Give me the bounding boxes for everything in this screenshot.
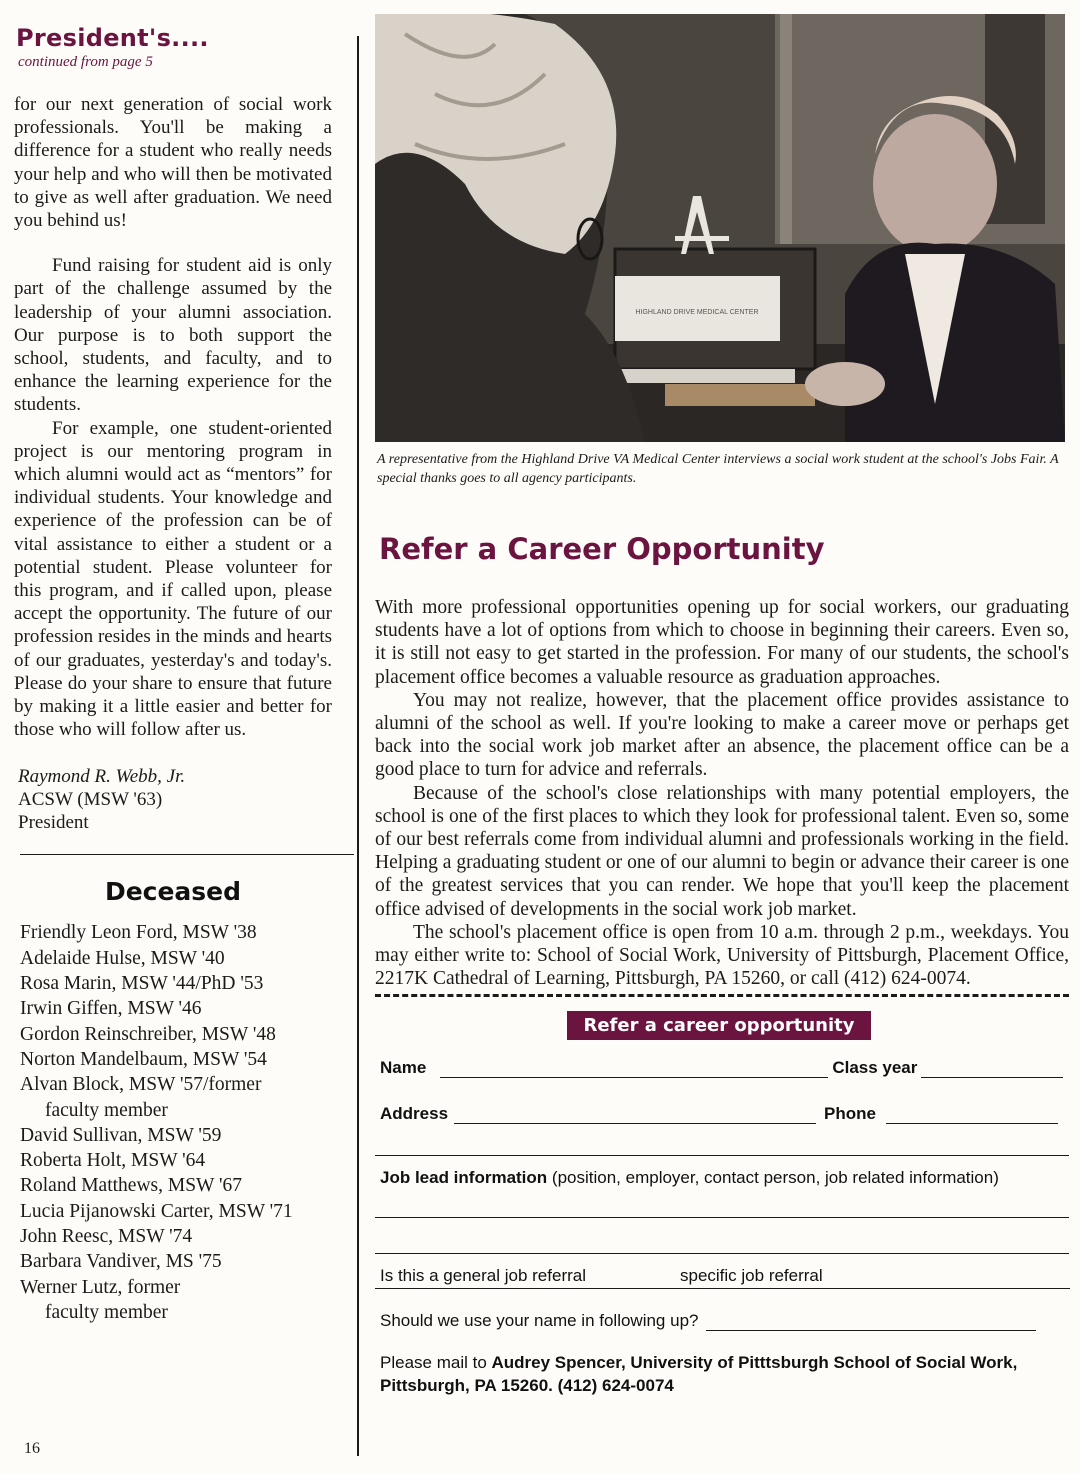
deceased-entry-name: Barbara Vandiver, MS '75 <box>20 1251 222 1273</box>
left-column <box>14 24 332 1325</box>
article-paragraph: For example, one student-oriented project is our mentoring program in which alumni would act as “mentors” for individual students. Your knowledge and experience of the profession can be of vital assistance to either a student or a potential student. Please volunteer for this program, and if called upon, please accept the opportunity. The future of our profession resides in the minds and hearts of our graduates, yesterday's and today's. Please do your share to ensure that future by making it a little easier and better for those who will follow after us. <box>14 417 332 741</box>
deceased-entry <box>20 1072 332 1123</box>
deceased-entry-name: Friendly Leon Ford, MSW '38 <box>20 922 257 944</box>
deceased-entry-continuation: faculty member <box>45 1301 168 1323</box>
signature-credentials: ACSW (MSW '63) <box>18 789 163 811</box>
deceased-entry <box>20 1199 332 1224</box>
deceased-entry <box>20 996 332 1021</box>
specific-referral-option[interactable]: specific job referral <box>680 1266 823 1286</box>
mail-address: Audrey Spencer, University of Pitttsburgh School of Social Work, Pittsburgh, PA 15260. (412) 624-0074 <box>380 1353 1018 1396</box>
article-paragraph: The school's placement office is open from 10 a.m. through 2 p.m., weekdays. You may either write to: School of Social Work, University of Pittsburgh, Placement Office, 2217K Cathedral of Learning, Pittsburgh, PA 15260, or call (412) 624-0074. <box>375 921 1069 990</box>
address-row <box>375 1100 1073 1124</box>
deceased-entry-name: Adelaide Hulse, MSW '40 <box>20 947 225 969</box>
deceased-entry <box>20 1249 332 1274</box>
article-paragraph: With more professional opportunities opening up for social workers, our graduating students have a lot of options from which to choose in beginning their careers. Even so, it is still not easy to get started in the profession. For many of our students, the school's placement office becomes a valuable resource as graduation approaches. <box>375 597 1069 688</box>
column-divider <box>357 36 359 1456</box>
phone-field[interactable] <box>886 1105 1058 1124</box>
deceased-entry-name: John Reesc, MSW '74 <box>20 1226 193 1248</box>
phone-label: Phone <box>824 1104 876 1124</box>
name-row <box>375 1054 1073 1078</box>
deceased-entry-name: Roland Matthews, MSW '67 <box>20 1175 242 1197</box>
refer-title: Refer a Career Opportunity <box>379 532 825 566</box>
referral-form <box>375 1011 1073 1397</box>
deceased-entry-name: Irwin Giffen, MSW '46 <box>20 998 202 1020</box>
article-paragraph: Fund raising for student aid is only part of the challenge assumed by the leadership of your alumni association. Our purpose is to both support the school, students, and faculty, and to enhance the learning experience for the students. <box>14 255 332 416</box>
refer-article-body <box>375 596 1073 990</box>
deceased-entry <box>20 920 332 945</box>
mail-prefix: Please mail to <box>380 1353 492 1373</box>
signature-role: President <box>18 812 89 834</box>
follow-up-field[interactable] <box>706 1312 1036 1331</box>
deceased-entry <box>20 1224 332 1249</box>
deceased-entry-name: Roberta Holt, MSW '64 <box>20 1150 206 1172</box>
article-paragraph: Because of the school's close relationships with many potential employers, the school is one of the first places to which they look for professional talent. Even so, some of our best referrals come from individual alumni and professionals working in the field. Helping a graduating student or one of our alumni to begin or advance their career is one of the greatest services that you can render. We hope that you'll keep the placement office advised of developments in the social work job market. <box>375 782 1069 920</box>
follow-up-label: Should we use your name in following up? <box>380 1311 699 1331</box>
right-column <box>375 14 1073 1397</box>
cut-line <box>375 994 1069 997</box>
deceased-entry-name: Alvan Block, MSW '57/former <box>20 1074 262 1096</box>
presidents-title: President's.... <box>16 24 209 52</box>
continued-note: continued from page 5 <box>18 54 153 70</box>
form-banner-wrap <box>375 1011 1073 1040</box>
deceased-entry <box>20 1275 332 1326</box>
job-lead-line-1[interactable] <box>375 1216 1069 1218</box>
address-field[interactable] <box>454 1105 816 1124</box>
signature-name: Raymond R. Webb, Jr. <box>18 766 186 788</box>
job-lead-label: Job lead information <box>380 1168 548 1188</box>
deceased-entry-name: Werner Lutz, former <box>20 1276 181 1298</box>
referral-type-row <box>375 1266 1070 1289</box>
deceased-entry-name: Lucia Pijanowski Carter, MSW '71 <box>20 1200 293 1222</box>
deceased-entry-continuation: faculty member <box>45 1099 168 1121</box>
sign-text: HIGHLAND DRIVE MEDICAL CENTER <box>635 309 759 316</box>
class-year-label: Class year <box>832 1058 918 1078</box>
job-lead-hint: (position, employer, contact person, job related information) <box>551 1168 999 1188</box>
deceased-entry <box>20 1022 332 1047</box>
mail-to <box>375 1351 1073 1397</box>
photo-illustration <box>375 14 1065 442</box>
presidents-article-body <box>14 93 332 741</box>
page-number: 16 <box>24 1440 40 1457</box>
job-lead-row <box>375 1168 1073 1188</box>
deceased-entry-name: Rosa Marin, MSW '44/PhD '53 <box>20 973 264 995</box>
name-label: Name <box>380 1058 427 1078</box>
form-banner: Refer a career opportunity <box>567 1011 870 1040</box>
article-paragraph: You may not realize, however, that the placement office provides assistance to alumni of the school as well. If you're looking to make a career move or perhaps get back into the social work job market after an absence, the placement office can be a good place to turn for advice and referrals. <box>375 689 1069 781</box>
job-lead-line-2[interactable] <box>375 1252 1069 1254</box>
photo-caption: A representative from the Highland Drive VA Medical Center interviews a social work student at the school's Jobs Fair. A special thanks goes to all agency participants. <box>377 452 1059 486</box>
address-line-2[interactable] <box>375 1154 1069 1156</box>
class-year-field[interactable] <box>921 1059 1063 1078</box>
section-divider <box>20 854 354 855</box>
deceased-title: Deceased <box>104 877 242 907</box>
deceased-entry <box>20 1047 332 1072</box>
address-label: Address <box>380 1104 449 1124</box>
deceased-entry-name: Gordon Reinschreiber, MSW '48 <box>20 1023 276 1045</box>
deceased-list <box>14 920 332 1325</box>
name-field[interactable] <box>440 1059 828 1078</box>
jobs-fair-photo <box>375 14 1065 442</box>
deceased-entry-name: Norton Mandelbaum, MSW '54 <box>20 1048 267 1070</box>
deceased-entry <box>20 946 332 971</box>
signature-block <box>14 765 332 834</box>
deceased-entry <box>20 1173 332 1198</box>
follow-up-row <box>375 1311 1073 1331</box>
deceased-entry <box>20 971 332 996</box>
article-paragraph: for our next generation of social work professionals. You'll be making a difference for a student who really needs your help and who will then be motivated to give as well after graduation. We need you behind us! <box>14 94 332 232</box>
deceased-entry <box>20 1148 332 1173</box>
general-referral-option[interactable]: Is this a general job referral <box>380 1266 586 1286</box>
deceased-entry <box>20 1123 332 1148</box>
deceased-entry-name: David Sullivan, MSW '59 <box>20 1124 222 1146</box>
